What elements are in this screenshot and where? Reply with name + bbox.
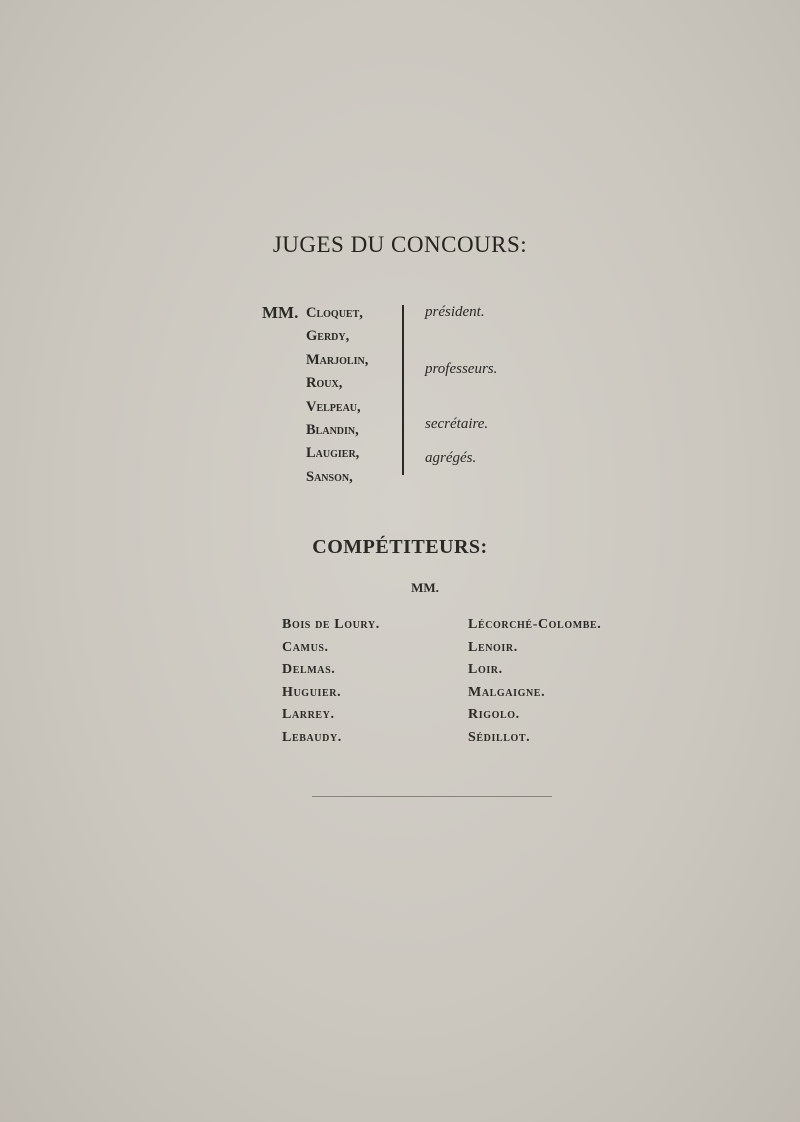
competiteurs-heading: COMPÉTITEURS: (312, 536, 488, 558)
judge-name: Roux, (306, 375, 343, 392)
section-rule (312, 796, 552, 797)
judge-name: Laugier, (306, 445, 360, 462)
competitor-name: Lebaudy. (282, 729, 342, 745)
judge-name: Gerdy, (306, 328, 350, 345)
competitor-name: Rigolo. (468, 707, 520, 722)
juges-heading: JUGES DU CONCOURS: (272, 232, 528, 257)
brace-divider (402, 305, 407, 475)
role-agreges: agrégés. (425, 450, 477, 466)
judge-name: Cloquet, (306, 305, 363, 321)
competiteurs-prefix: MM. (411, 580, 439, 595)
role-professeurs: professeurs. (425, 361, 498, 377)
competitor-name: Lenoir. (468, 639, 518, 655)
judge-name: Sanson, (306, 468, 353, 485)
competitor-name: Larrey. (282, 707, 335, 722)
competitor-name: Huguier. (282, 684, 342, 700)
competitors-right-column (468, 614, 601, 749)
competitors-left-column (282, 614, 380, 749)
competitor-name: Bois de Loury. (282, 617, 380, 632)
juges-prefix: MM. (262, 303, 299, 322)
competitor-name: Sédillot. (468, 729, 531, 745)
competitor-name: Camus. (282, 639, 329, 655)
role-president: président. (425, 304, 485, 320)
competitor-name: Lécorché-Colombe. (468, 617, 602, 632)
judges-list (306, 302, 416, 489)
competitor-name: Malgaigne. (468, 684, 546, 700)
competitor-name: Delmas. (282, 662, 336, 677)
judge-name: Marjolin, (306, 351, 369, 368)
competitor-name: Loir. (468, 662, 503, 677)
role-secretaire: secrétaire. (425, 416, 489, 432)
judge-name: Velpeau, (306, 398, 361, 415)
judge-name: Blandin, (306, 421, 359, 438)
